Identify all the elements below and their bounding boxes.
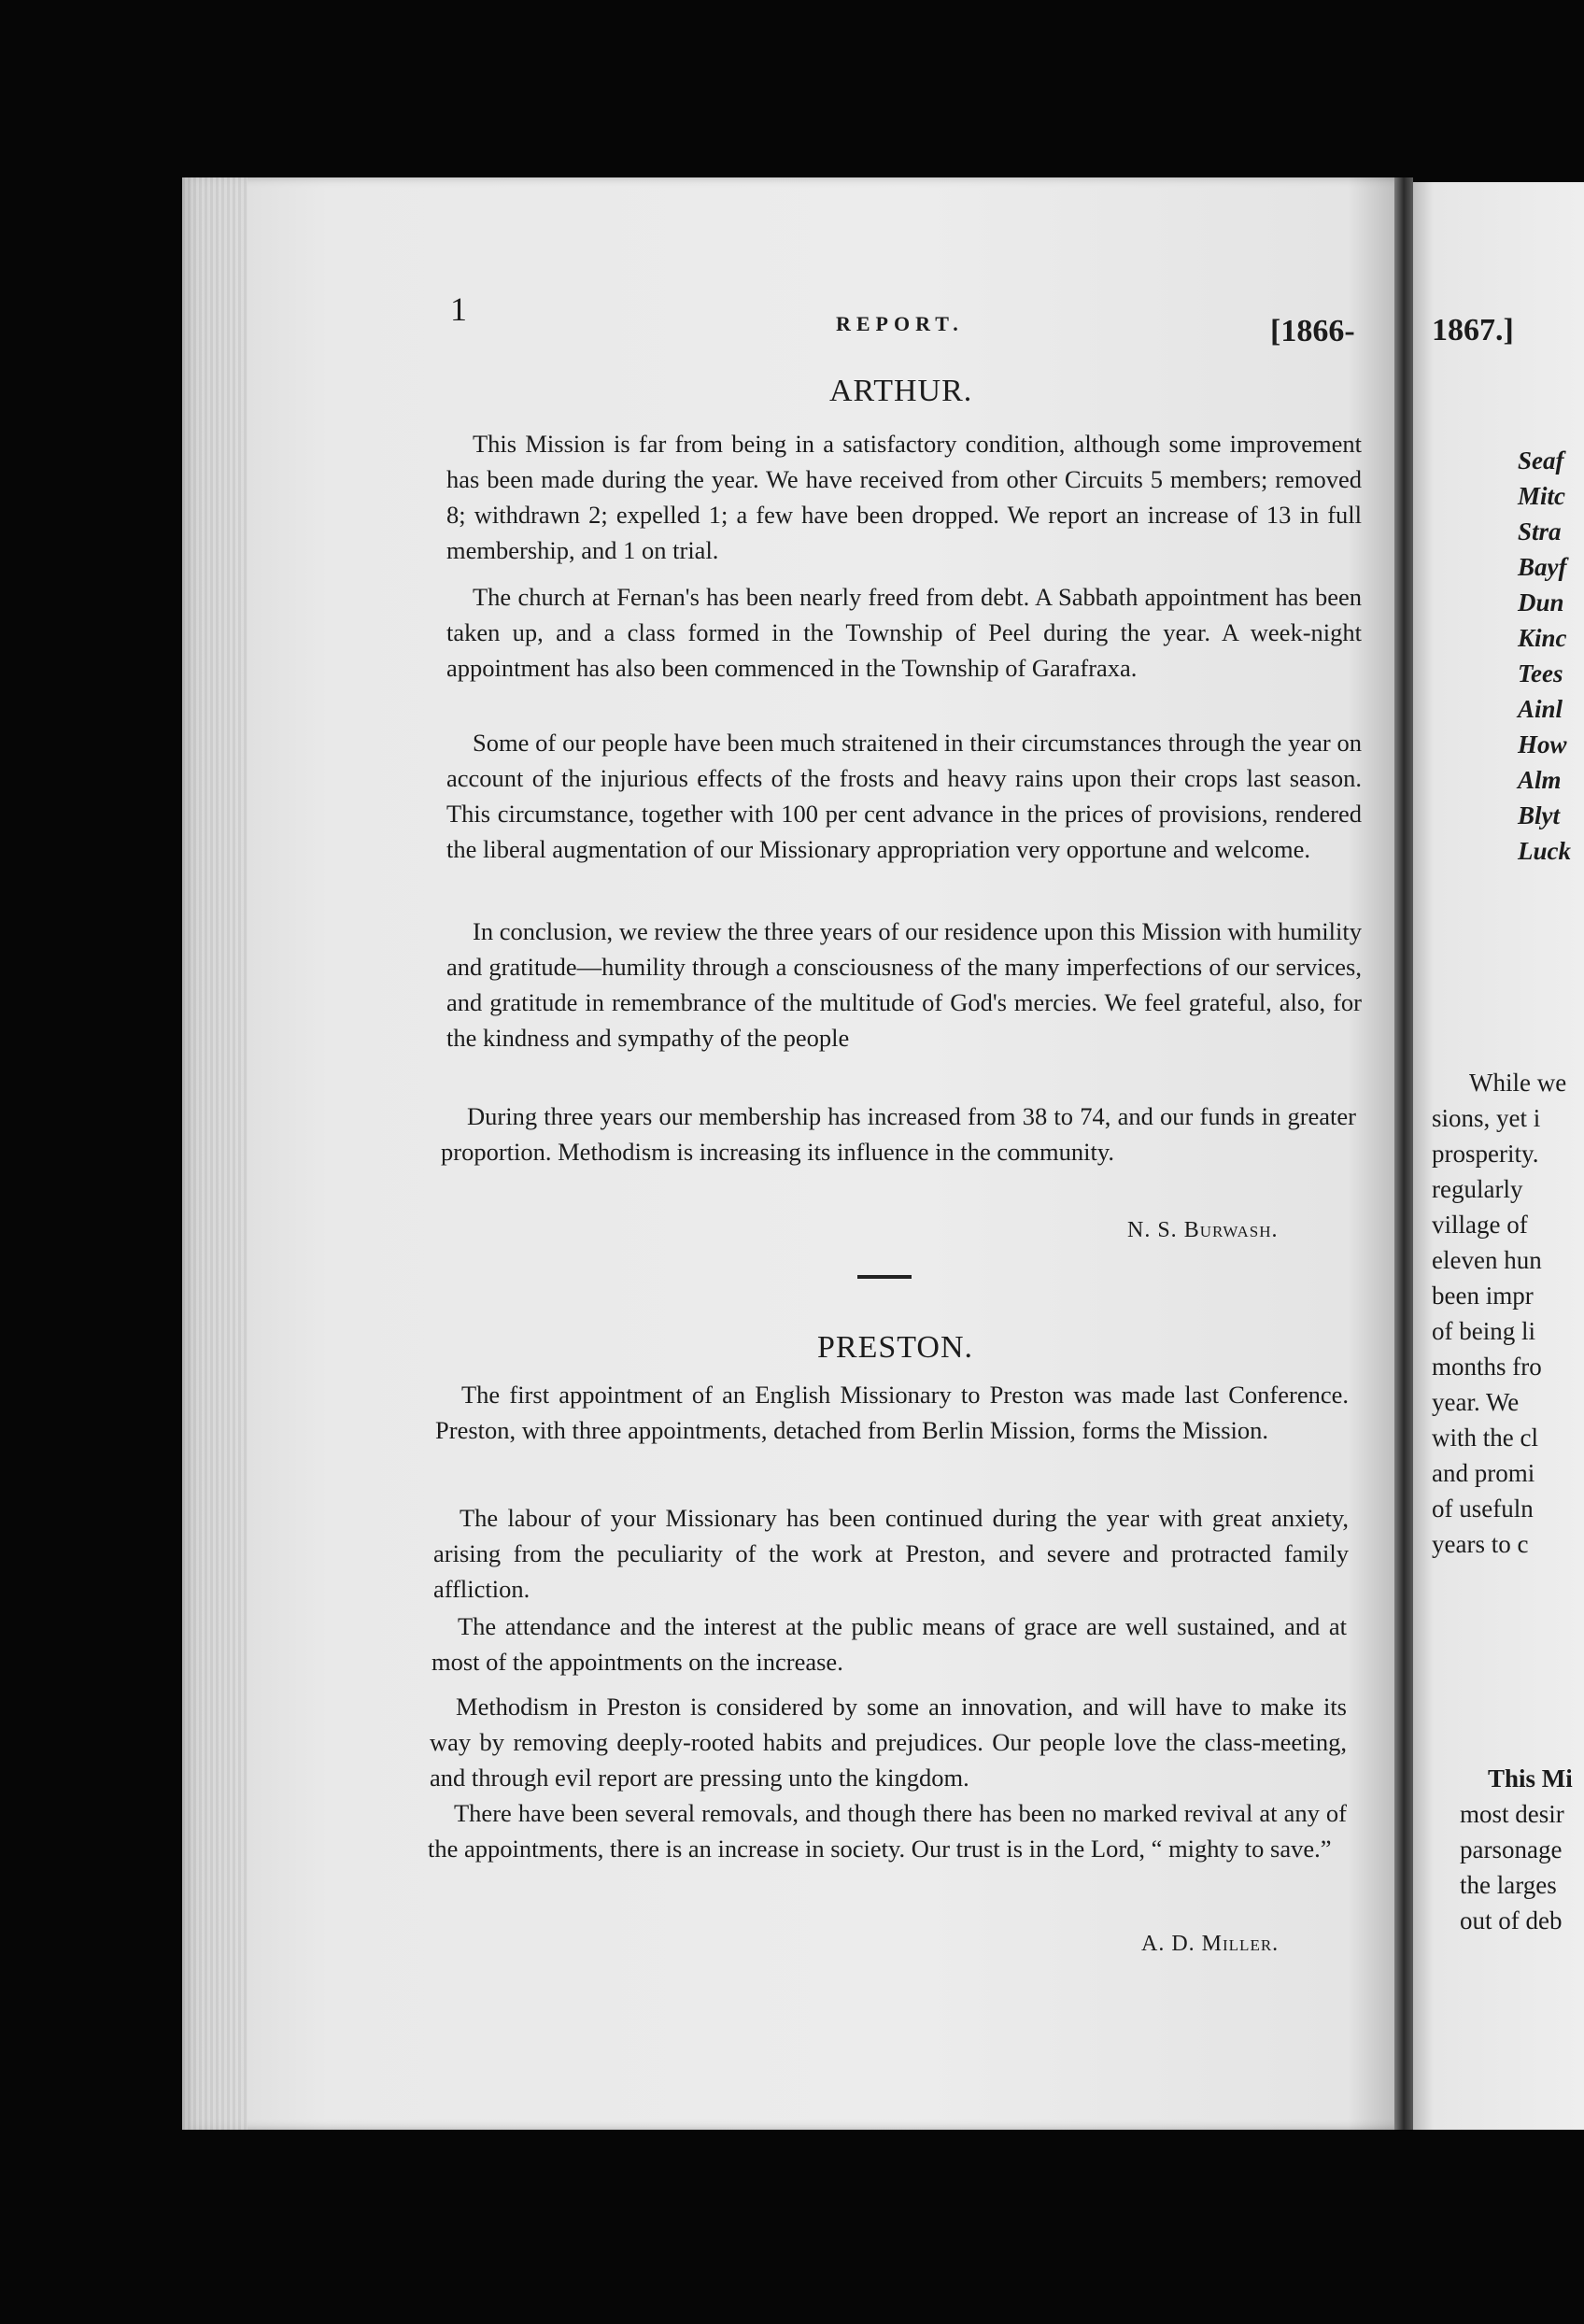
right-text-line: out of deb [1460,1906,1563,1934]
arthur-paragraph: During three years our membership has increased from 38 to 74, and our funds in greater proportion. Methodism is increasing its influence in the community. [441,1102,1356,1166]
right-text-line: been impr [1432,1282,1534,1310]
signature-surname: Burwash. [1183,1218,1279,1242]
right-text-line: months fro [1432,1353,1542,1381]
arthur-signature [1127,1218,1279,1243]
preston-paragraph: The labour of your Missionary has been continued during the year with great anxiety, arising from the peculiarity of the work at Preston, and severe and protracted family affliction. [433,1504,1349,1603]
right-text-line: village of [1432,1211,1528,1239]
right-list-item: Luck [1518,837,1571,865]
year-bracket-right: 1867.] [1432,313,1514,347]
right-text-line: with the cl [1432,1424,1538,1452]
right-text-line: This Mi [1488,1764,1573,1793]
preston-signature [1141,1932,1279,1957]
right-list-item: How [1518,730,1567,758]
right-text-line: prosperity. [1432,1140,1539,1168]
signature-initials: A. D. [1141,1932,1195,1956]
preston-paragraph: The first appointment of an English Missionary to Preston was made last Conference. Preston, with three appointments, detached from Berlin Mission, forms the Mission. [435,1381,1349,1444]
right-text-line: parsonage [1460,1835,1563,1863]
right-text-line: of being li [1432,1317,1535,1345]
page-edge-stack [182,177,248,2130]
right-text-line: the larges [1460,1871,1557,1899]
right-text-line: sions, yet i [1432,1104,1541,1132]
right-text-line: year. We [1432,1388,1520,1416]
running-head: REPORT. [836,312,964,335]
preston-paragraph: There have been several removals, and though there has been no marked revival at any of the appointments, there is an increase in society. Our trust is in the Lord, “ mighty to save.” [428,1799,1347,1863]
page-folio: 1 [450,290,467,328]
right-text-line: of usefuln [1432,1495,1534,1523]
right-list-item: Tees [1518,659,1563,687]
right-list-item: Seaf [1518,446,1564,475]
right-text-line: While we [1469,1069,1567,1097]
right-text-line: and promi [1432,1459,1535,1487]
right-list-item: Stra [1518,517,1562,546]
right-text-line: most desir [1460,1800,1564,1828]
right-list-item: Alm [1518,766,1562,794]
right-text-line: years to c [1432,1530,1529,1558]
section-heading-arthur: ARTHUR. [829,374,973,408]
right-page [1413,182,1584,2130]
book-gutter [1394,177,1413,2130]
arthur-paragraph: This Mission is far from being in a satisfactory condition, although some improvement has been made during the year. We have received from other Circuits 5 members; removed 8; withdrawn 2; expelled 1; a few have been dropped. We report an increase of 13 in full membership, and 1 on trial. [446,430,1362,564]
right-text-line: eleven hun [1432,1246,1542,1274]
preston-paragraph: Methodism in Preston is considered by some an innovation, and will have to make its way by removing deeply-rooted habits and prejudices. Our people love the class-meeting, and through evil report are pressing unto the kingdom. [430,1693,1347,1792]
arthur-paragraph: Some of our people have been much straitened in their circumstances through the year on account of the injurious effects of the frosts and heavy rains upon their crops last season. This circumstance, together with 100 per cent advance in the prices of provisions, rendered the liberal augmentation of our Missionary appropriation very opportune and welcome. [446,729,1362,863]
arthur-paragraph: The church at Fernan's has been nearly freed from debt. A Sabbath appointment has been taken up, and a class formed in the Township of Peel during the year. A week-night appointment has also been commenced in the Township of Garafraxa. [446,583,1362,682]
right-list-item: Kinc [1518,624,1567,652]
right-list-item: Blyt [1518,801,1560,829]
section-heading-preston: PRESTON. [817,1330,974,1365]
preston-paragraph: The attendance and the interest at the public means of grace are well sustained, and at most of the appointments on the increase. [431,1612,1347,1676]
right-list-item: Bayf [1518,553,1567,581]
arthur-paragraph: In conclusion, we review the three years of our residence upon this Mission with humility and gratitude—humility through a consciousness of the many imperfections of our services, and gratitude in remembrance of the multitude of God's mercies. We feel grateful, also, for the kindness and sympathy of the people [446,917,1362,1052]
signature-initials: N. S. [1127,1218,1178,1242]
section-divider [857,1275,912,1279]
right-list-item: Dun [1518,588,1564,616]
right-list-item: Ainl [1518,695,1563,723]
signature-surname: Miller. [1201,1932,1280,1956]
right-text-line: regularly [1432,1175,1523,1203]
year-bracket-left: [1866- [1270,314,1355,348]
right-list-item: Mitc [1518,482,1565,510]
